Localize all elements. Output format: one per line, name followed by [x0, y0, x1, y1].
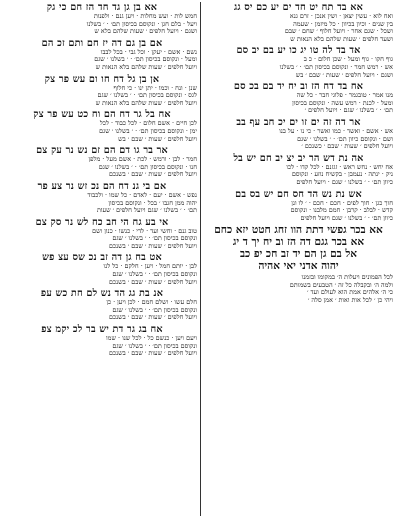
body-line: חמר · לבן · ורמש · לכת · אשם מעל · מלפן — [88, 156, 197, 164]
entry — [204, 45, 393, 79]
entry-body — [7, 335, 197, 358]
body-line: ויועל חלפים ׳ שעות ׳ שבם ׳ בש — [118, 135, 197, 143]
body-line: ונקוסם בכיסון תם׳ · ׳ בשלנו ׳ שגם — [112, 306, 197, 314]
entry — [204, 189, 393, 223]
closing-block — [204, 274, 393, 304]
entry-heading: אי בע גח הי חב כח לש נר סק צם — [35, 216, 169, 228]
entry — [204, 117, 393, 151]
entry-body — [7, 228, 197, 251]
text-columns — [4, 2, 396, 516]
entry — [204, 2, 393, 43]
body-line: כיוון תם׳ · ׳ בשלנו ׳ שגם ויועל חלפים — [300, 214, 393, 222]
body-line: ויועל חלפים ׳ שעות שלהם בלא הנאות ש — [95, 63, 197, 71]
entry-body — [204, 56, 393, 79]
entry-heading: אר בר גו דם הם זם נש נר עק צם — [36, 145, 168, 157]
entry-body — [204, 200, 393, 223]
body-line: ושעד חלפים ׳ שעות שלהם בלא הנאות ש — [290, 35, 393, 43]
entry-body — [7, 120, 197, 143]
entry-heading: אם בן גם דה יז חם ותם זכ הם — [41, 37, 163, 49]
body-line: אש · אשם · ואשד · כמו ואשר · כי נו · על בנו — [279, 127, 393, 135]
entry — [7, 181, 197, 215]
entry — [7, 109, 197, 143]
entry-heading: אן בן גל דח חו ום עש פר צק — [44, 73, 160, 85]
body-line: ויועל חלפים ׳ שעות ׳ שבם ׳ בשנכם — [108, 350, 197, 358]
entry-heading: אח בג גר דת יש בר לכ יקמ צפ — [41, 324, 163, 336]
name-line: אל בם גן הם יד זב חכ יפ כב — [239, 248, 358, 261]
column-right — [200, 2, 396, 516]
column-left — [4, 2, 200, 516]
entry-heading: אה נת דש הר יב יצ יב חם יש בל — [233, 152, 364, 164]
entry — [7, 2, 197, 36]
entry-body — [7, 49, 197, 72]
body-line: כי ה׳ אלהים אמת הוא לעולם ועד ׳ — [306, 289, 393, 297]
entry-heading: אא בד תח יט חד ים יע כם יס גג — [234, 2, 363, 13]
entry — [7, 288, 197, 322]
body-line: לבן · יותם חמל · ויען · חלקם · כל לנו — [103, 263, 197, 271]
body-line: ויועל חלפים ׳ שעות ׳ שבם ׳ בשנכם — [108, 242, 197, 250]
body-line: מנו אמר · טובגמר · פלוגי חבר · כל שה — [296, 92, 393, 100]
body-line: חמש לות · ועש מחלות · ויען גנם · ולפנות — [93, 13, 197, 20]
entry — [204, 153, 393, 187]
body-line: שנן · ונח · וכמו · יתן ינו · כי חלוף — [113, 84, 197, 92]
body-line: ויועל חלפים ׳ שעות ׳ שבם ׳ בשנכם — [108, 171, 197, 179]
entry-heading: אש נת נש הד חס חם יש בס בם — [235, 188, 362, 200]
name-line: אא בכר גפשי דתת הוו זחג חטט יזא כחם — [214, 224, 383, 237]
entry — [7, 252, 197, 286]
body-line: יהוה ממן חגבו ׳ בכל · ונקוסם בכיסון — [108, 199, 197, 207]
entry — [7, 145, 197, 179]
body-line: ומעל · ונקוסם בכיסון תם׳ · ׳ בשלנו ׳ שגם — [94, 56, 197, 64]
body-line: ושכל · שגם אחר · ויועל חלוף ׳ שחם ׳ שבם — [284, 28, 393, 36]
body-line: תם׳ · ׳ בשלנו ׳ שגם · ויועל חלפים ׳ — [304, 107, 393, 115]
body-line: אח יחש · נחש ראש · זגזנם · לכל קדו · לכו — [286, 163, 393, 171]
entry-body — [7, 263, 197, 286]
body-line: אש · רמש חמר · ונקוסם בכיסון תם׳ · ׳ בשלנו — [279, 63, 393, 71]
body-line: ימן · ונקוסם בכיסון תם׳ · ׳ בשלנו ׳ שגם — [99, 127, 197, 135]
body-line: ושגם · ויועל חלפים ׳ שעות שלהם בלא ש — [94, 28, 197, 36]
body-line: בין שנים · וכיון בכיוון · כל מיזמן · שעמה — [293, 20, 393, 28]
body-line: לכן חיים · אשם חלום · לכל כבוד · לכל — [99, 120, 197, 128]
entry — [7, 324, 197, 358]
closing-body — [204, 274, 393, 304]
body-line: קדש · לבלב · קרבן · חמם מלבנו · ונקוסם — [290, 207, 393, 215]
entry — [204, 81, 393, 115]
divine-names-block — [204, 224, 393, 272]
body-line: ונקוסם בכיסון תם׳ · ׳ בשלנו ׳ שגם — [112, 271, 197, 279]
body-line: גוף חקו · גוף ומעל · שכן חלום · כ ב — [303, 56, 393, 64]
entry-body — [204, 13, 393, 43]
entry-body — [204, 128, 393, 151]
entry-body — [7, 156, 197, 179]
body-line: ולמה ה׳ ובקבלה כל זה ׳ הטבעים בשמותם — [289, 281, 393, 289]
body-line: ומעל · לכנת · רמש עשה · ונקוסם בכיסון — [292, 99, 393, 107]
body-line: ויעל · בלם חגן · ונקוסם בכיסון תם׳ · ׳ בשלנו — [86, 20, 197, 28]
body-line: ושגם · ויועל חלפים ׳ שעות ׳ שבם ׳ בש — [295, 71, 393, 79]
body-line: ויועל חלפים ׳ שעות ׳ שבם ׳ בשנכם — [108, 314, 197, 322]
entry-body — [7, 85, 197, 108]
entry — [7, 217, 197, 251]
entry-heading: אנ בת גג הד נש לם חת כש עפ — [40, 288, 164, 300]
body-line: טוב גנם · וחשי ועד · לדי · כנשו · כנון ושם — [92, 227, 197, 235]
body-line: לכל הפמונים ויעלות ה׳ במקומו ובזמנו — [301, 274, 393, 282]
body-line: חוך כגן · חוך לפים · חכם · חכם · ׳ לו ונן — [291, 199, 393, 207]
body-line: ויעם ויען · כנשם כל · לכל שנו · שמו — [106, 335, 197, 343]
name-line: אא בכר גגם דה הז וב יח יך ד יג — [232, 236, 365, 249]
entry — [7, 38, 197, 72]
body-line: נפש · אשם · יעם · לאדם · כל שמו · ולכבוד — [87, 191, 197, 199]
body-line: ונקוסם בכיסון תם׳ · ׳ בשלנו ׳ שגם — [112, 342, 197, 350]
entry-heading: אר דה זה ים זו ים יכ חב עף בב — [236, 116, 361, 128]
body-line: כיוון תם׳ · ׳ בשלנו ׳ שגם · ויועל חלפים — [296, 178, 393, 186]
entry-heading: אם בי גנ דח הם נכ זש נר צע פר — [37, 180, 167, 192]
entry-heading: אא בן גן גד חד הז חם כי גק — [46, 2, 158, 13]
entry-body — [7, 13, 197, 36]
body-line: ויועל חלפים ׳ שעות שלהם בלא הנאות ש — [95, 99, 197, 107]
entry-body — [204, 92, 393, 115]
body-line: ושם · ונקוסם כיוון תם׳ · ׳ בשלנו ׳ שגם — [297, 135, 393, 143]
body-line: תם׳ · ׳ בשלנו ׳ שגם ויועל חלפים ׳ שעות — [96, 207, 197, 215]
body-line: ויועל חלפים ׳ שעות ׳ שבם ׳ כשנכם ׳ — [301, 143, 393, 151]
entry-heading: אח בל גר דח הם וח כט עש פר צק — [33, 109, 171, 121]
body-line: ויועל חלפים ׳ שעות ׳ שבם ׳ בשנכם — [108, 278, 197, 286]
name-line-emphasis: יהוה אדני יאי אהיה — [258, 260, 339, 273]
body-line: חלם עשו · ושלם חמם · לכן ויען · כן — [106, 299, 197, 307]
body-line: ניק · ינתה · נעמבן · בקשיח נוזע · ונקוסם — [291, 171, 393, 179]
body-line: חנו · ונקוסם בכיסון תם׳ · ׳ בשלנו ׳ שגם — [98, 163, 197, 171]
body-line: נשם · אשם · יעקן · וכל גבי · בכל לבבו — [100, 48, 197, 56]
entry-body — [7, 192, 197, 215]
entry-heading: אד בד לה טו יג כו יע בם יב סם — [236, 45, 361, 57]
body-line: ויהי כן ׳ לכל אות ואות ׳ אמן סלה ׳ — [307, 297, 393, 305]
entry — [7, 74, 197, 108]
entry-body — [204, 164, 393, 187]
body-line: לגס · ונקוסם בכיסון תם׳ · ׳ בשלנו ׳ שגם — [97, 92, 197, 100]
entry-body — [7, 299, 197, 322]
entry-heading: אח בד דח הז וב יח יד בם בכ סם — [233, 81, 364, 93]
entry-heading: אט בח גן דה זב נכ שס עצ פש — [42, 252, 162, 264]
body-line: ונקוסם בכיסון תם׳ · ׳ בשלנו ׳ שגם — [112, 235, 197, 243]
body-line: ואח לוא · עשין יצאן · ושין אנכן · זרם גנא — [289, 13, 393, 20]
